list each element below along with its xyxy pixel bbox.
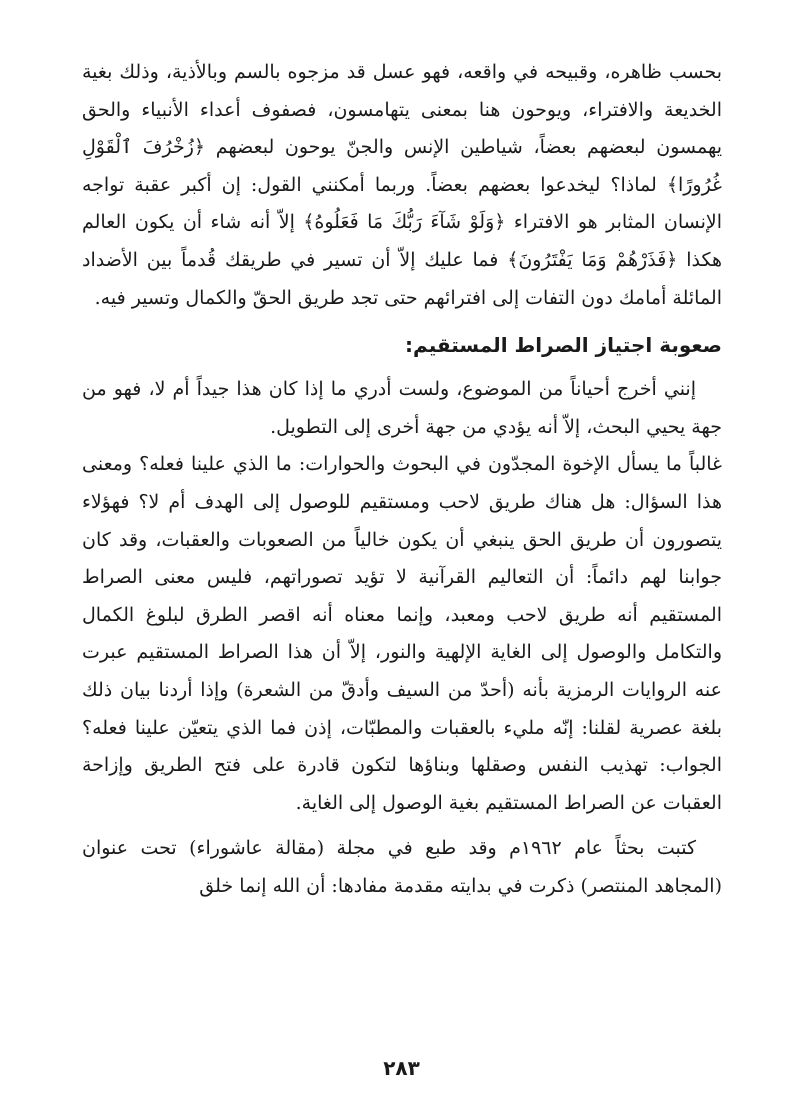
paragraph-article-1962: كتبت بحثاً عام ١٩٦٢م وقد طبع في مجلة (مقالة عاشوراء) تحت عنوان (المجاهد المنتصر) ذكرت في بدايته مقدمة مفادها: أن الله إنما خلق bbox=[82, 837, 722, 897]
page-number: ٢٨٣ bbox=[383, 1056, 420, 1080]
paragraph-straight-path: غالباً ما يسأل الإخوة المجدّون في البحوث والحوارات: ما الذي علينا فعله؟ ومعنى هذا السؤال: هل هناك طريق لاحب ومستقيم للوصول إلى الهدف أم لا؟ فهؤلاء يتصورون أن طريق الحق ينبغي أن يكون خالياً من الصعوبات والعقبات، وقد كان جوابنا لهم دائماً: أن التعاليم القرآنية لا تؤيد تصوراتهم، فليس معنى الصراط المستقيم أنه طريق لاحب ومعبد، وإنما معناه أنه اقصر الطرق لبلوغ الكمال والتكامل والوصول إلى الغاية الإلهية والنور، إلاّ أن هذا الصراط المستقيم عبرت عنه الروايات الرمزية بأنه (أحدّ من السيف وأدقّ من الشعرة) وإذا أردنا بيان ذلك بلغة عصرية لقلنا: إنّه مليء بالعقبات والمطبّات، إذن فما الذي يتعيّن علينا فعله؟ الجواب: تهذيب النفس وصقلها وبناؤها لتكون قادرة على فتح الطريق وإزاحة العقبات عن الصراط المستقيم بغية الوصول إلى الغاية. bbox=[82, 453, 722, 814]
page-body bbox=[82, 54, 722, 905]
paragraph-spacer bbox=[82, 822, 722, 830]
section-heading: صعوبة اجتياز الصراط المستقيم: bbox=[405, 333, 722, 358]
paragraph-digression: إنني أخرج أحياناً من الموضوع، ولست أدري ما إذا كان هذا جيداً أم لا، فهو من جهة يحيي البحث، إلاّ أنه يؤدي من جهة أخرى إلى التطويل. bbox=[82, 378, 722, 438]
paragraph-continuation: بحسب ظاهره، وقبيحه في واقعه، فهو عسل قد مزجوه بالسم وبالأذية، وذلك بغية الخديعة والافتراء، ويوحون هنا بمعنى يتهامسون، فصفوف أعداء الأنبياء والحق يهمسون لبعضهم بعضاً، شياطين الإنس والجنّ يوحون لبعضهم ﴿زُخْرُفَ ٱلْقَوْلِ غُرُورًا﴾ لماذا؟ ليخدعوا بعضهم بعضاً. وربما أمكنني القول: إن أكبر عقبة تواجه الإنسان المثابر هو الافتراء ﴿وَلَوْ شَآءَ رَبُّكَ مَا فَعَلُوهُ﴾ إلاّ أنه شاء أن يكون العالم هكذا ﴿فَذَرْهُمْ وَمَا يَفْتَرُونَ﴾ فما عليك إلاّ أن تسير في طريقك قُدماً بين الأضداد المائلة أمامك دون التفات إلى افترائهم حتى تجد طريق الحقّ والكمال وتسير فيه. bbox=[82, 61, 722, 309]
